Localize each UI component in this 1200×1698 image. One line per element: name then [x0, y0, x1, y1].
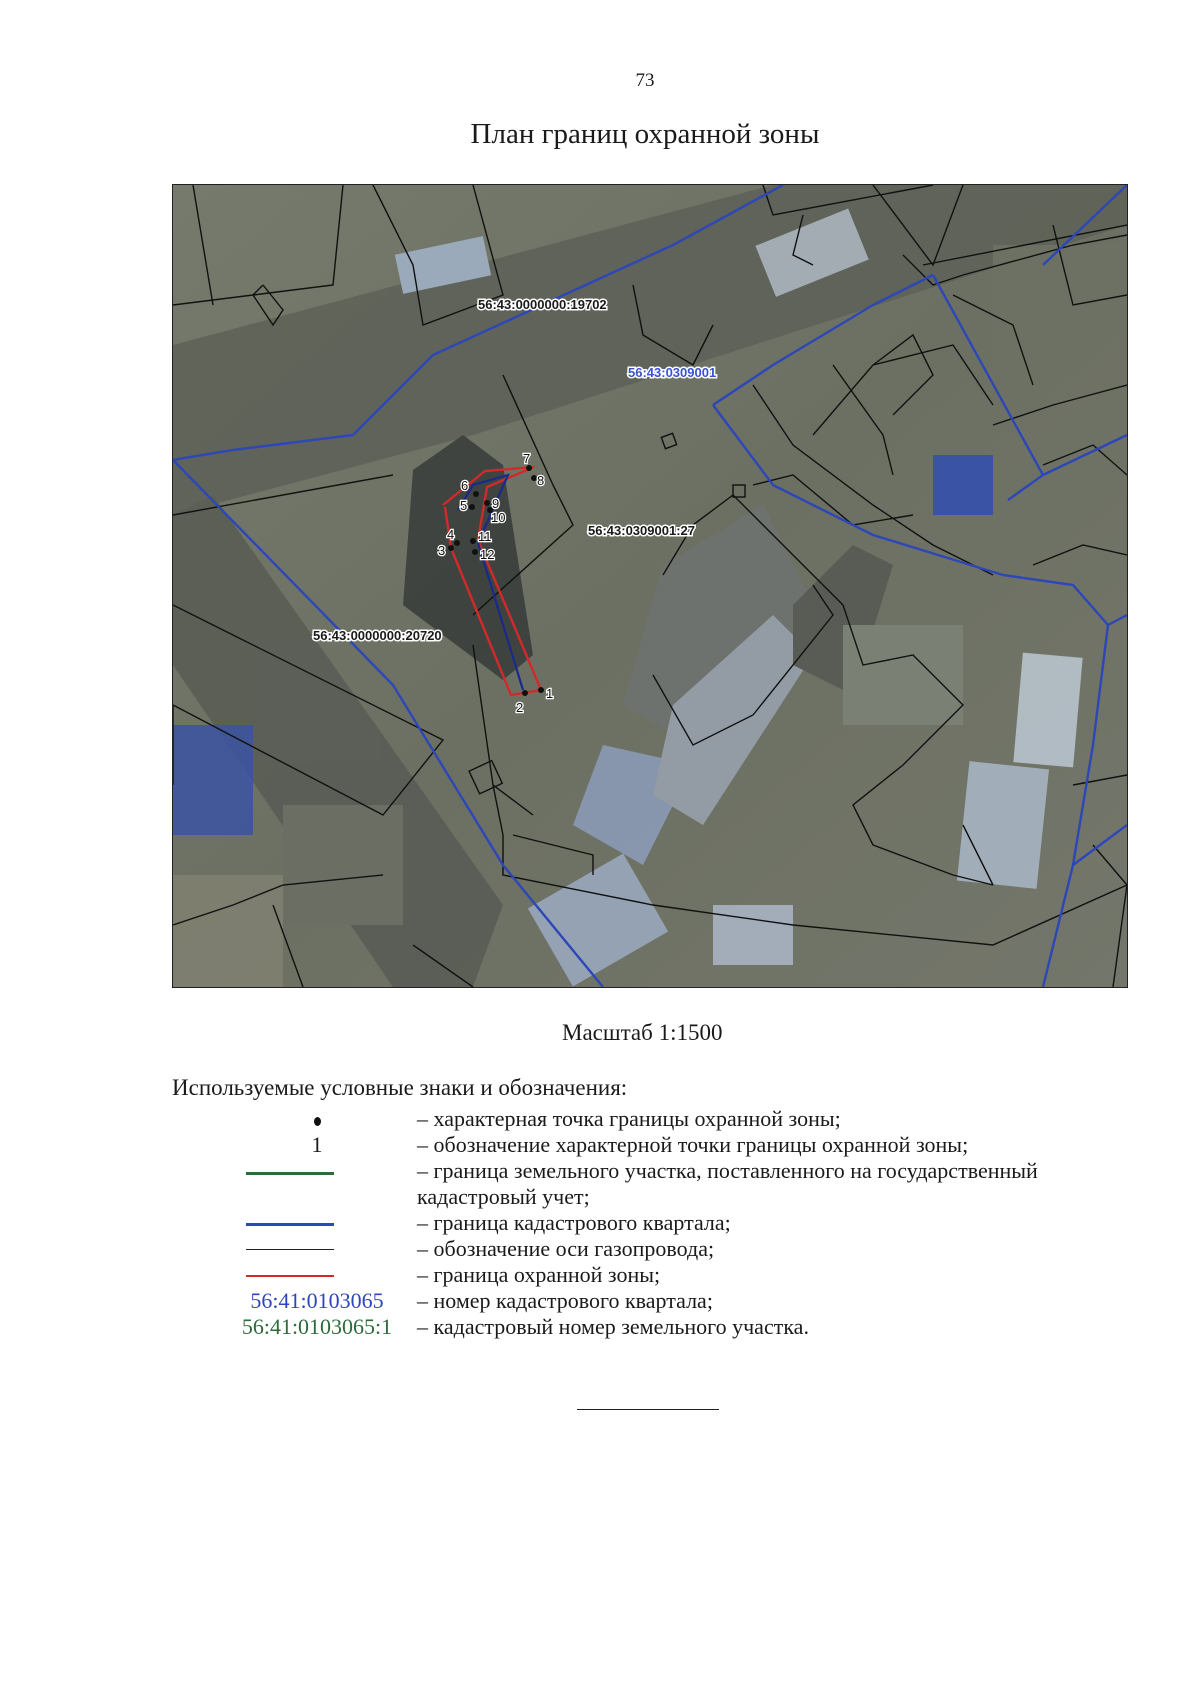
point-label-4: 4: [447, 527, 455, 542]
page-number: 73: [635, 70, 655, 91]
quarter-label-19702: 56:43:0000000:19702: [478, 297, 607, 312]
closing-rule: [577, 1409, 719, 1410]
blue-line-icon: [246, 1223, 334, 1226]
legend-item-quarter-number: 56:41:0103065 – номер кадастрового квартала;: [172, 1288, 1132, 1314]
legend: [172, 1106, 1132, 1340]
legend-item-quarter-boundary: – граница кадастрового квартала;: [172, 1210, 1132, 1236]
boundary-point-9: [484, 500, 490, 506]
map-scale: Масштаб 1:1500: [562, 1020, 723, 1045]
parcel-number-sample: 56:41:0103065:1: [241, 1314, 393, 1339]
legend-item-point-label: 1 – обозначение характерной точки границы охранной зоны;: [172, 1132, 1132, 1158]
cadastral-map: [172, 184, 1128, 988]
legend-item-parcel-boundary: – граница земельного участка, поставленного на государственный кадастровый учет;: [172, 1158, 1132, 1210]
point-label-10: 10: [491, 510, 506, 525]
boundary-point-12: [472, 549, 478, 555]
point-label-8: 8: [537, 473, 545, 488]
boundary-point-1: [538, 687, 544, 693]
point-label-9: 9: [492, 496, 500, 511]
point-label-7: 7: [523, 451, 531, 466]
red-line-icon: [246, 1275, 334, 1277]
point-label-12: 12: [480, 547, 495, 562]
point-label-6: 6: [461, 478, 469, 493]
boundary-point-3: [448, 545, 454, 551]
parcel-label: 56:43:0309001:27: [588, 523, 695, 538]
green-line-icon: [246, 1172, 334, 1175]
boundary-point-4: [454, 540, 460, 546]
boundary-point-11: [470, 538, 476, 544]
boundary-point-2: [522, 690, 528, 696]
quarter-label-0309001: 56:43:0309001: [628, 365, 717, 380]
black-line-icon: [246, 1249, 334, 1250]
boundary-point-6: [473, 491, 479, 497]
point-label-1: 1: [546, 686, 554, 701]
quarter-label-20720: 56:43:0000000:20720: [313, 628, 442, 643]
legend-item-parcel-number: 56:41:0103065:1 – кадастровый номер земельного участка.: [172, 1314, 1132, 1340]
point-label-5: 5: [460, 498, 468, 513]
legend-item-point: – характерная точка границы охранной зоны;: [172, 1106, 1132, 1132]
point-label-sample: 1: [311, 1132, 323, 1157]
page-title: План границ охранной зоны: [470, 118, 820, 150]
point-label-2: 2: [516, 700, 524, 715]
legend-item-pipeline-axis: – обозначение оси газопровода;: [172, 1236, 1132, 1262]
point-label-3: 3: [438, 543, 446, 558]
legend-item-protection-zone: – граница охранной зоны;: [172, 1262, 1132, 1288]
boundary-point-5: [469, 504, 475, 510]
quarter-number-sample: 56:41:0103065: [250, 1288, 384, 1313]
point-label-11: 11: [478, 529, 492, 544]
point-marker-icon: [314, 1117, 321, 1126]
legend-heading: Используемые условные знаки и обозначения:: [172, 1075, 628, 1100]
